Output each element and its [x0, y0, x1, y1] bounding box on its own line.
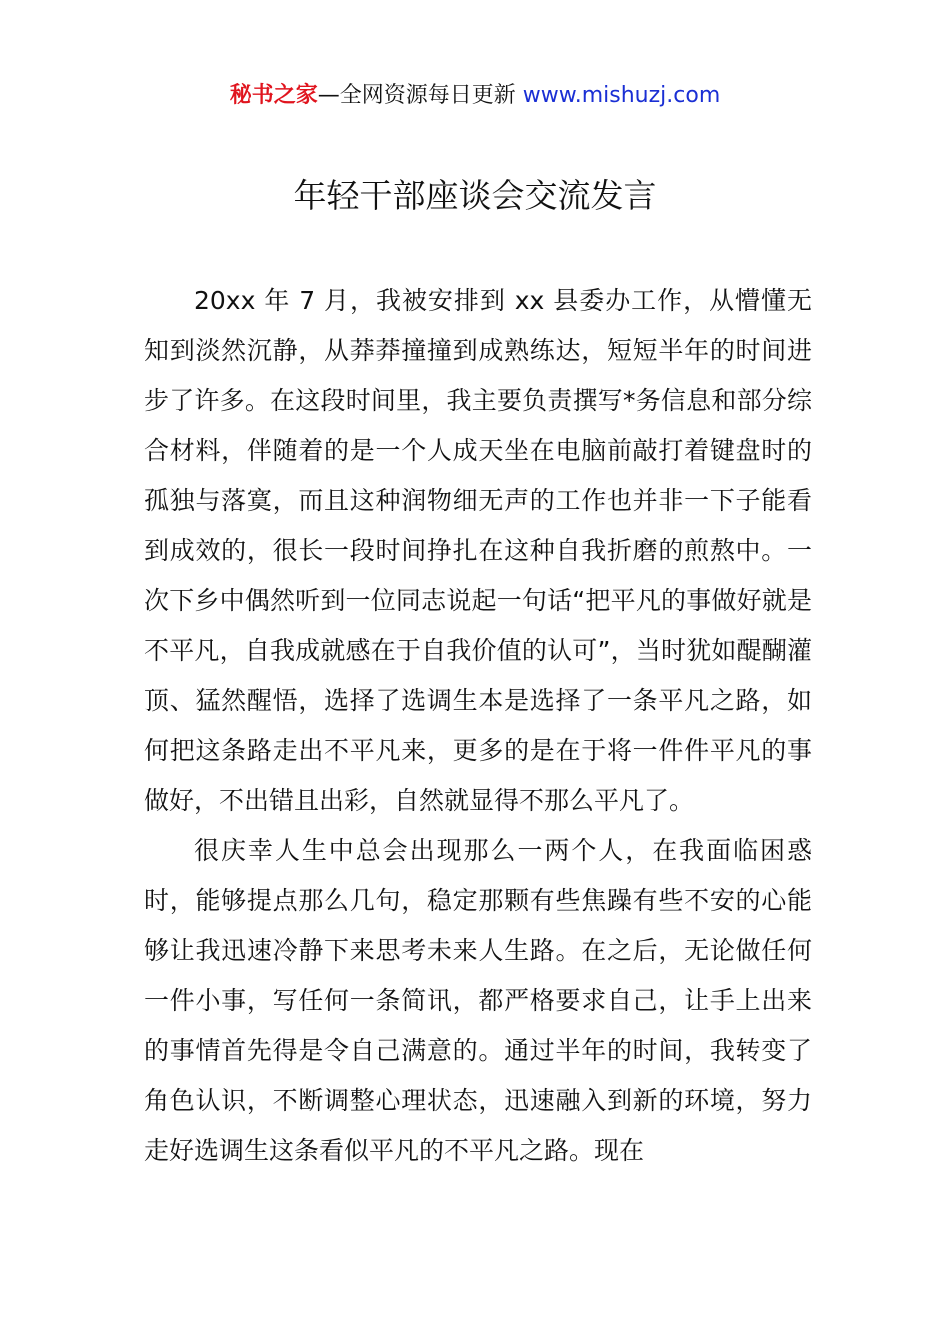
brand-name: 秘书之家	[229, 83, 318, 108]
header-tagline: —全网资源每日更新	[317, 83, 523, 108]
site-url-link[interactable]: www.mishuzj.com	[522, 83, 721, 108]
site-header	[0, 80, 950, 112]
document-body	[144, 276, 812, 1176]
paragraph-2: 很庆幸人生中总会出现那么一两个人，在我面临困惑时，能够提点那么几句，稳定那颗有些焦躁有些不安的心能够让我迅速冷静下来思考未来人生路。在之后，无论做任何一件小事，写任何一条简讯，都严格要求自己，让手上出来的事情首先得是令自己满意的。通过半年的时间，我转变了角色认识，不断调整心理状态，迅速融入到新的环境，努力走好选调生这条看似平凡的不平凡之路。现在	[144, 836, 812, 1165]
paragraph-1: 20xx 年 7 月，我被安排到 xx 县委办工作，从懵懂无知到淡然沉静，从莽莽撞撞到成熟练达，短短半年的时间进步了许多。在这段时间里，我主要负责撰写*务信息和部分综合材料，伴随着的是一个人成天坐在电脑前敲打着键盘时的孤独与落寞，而且这种润物细无声的工作也并非一下子能看到成效的，很长一段时间挣扎在这种自我折磨的煎熬中。一次下乡中偶然听到一位同志说起一句话“把平凡的事做好就是不平凡，自我成就感在于自我价值的认可”，当时犹如醍醐灌顶、猛然醒悟，选择了选调生本是选择了一条平凡之路，如何把这条路走出不平凡来，更多的是在于将一件件平凡的事做好，不出错且出彩，自然就显得不那么平凡了。	[144, 286, 812, 815]
document-title: 年轻干部座谈会交流发言	[293, 176, 657, 215]
